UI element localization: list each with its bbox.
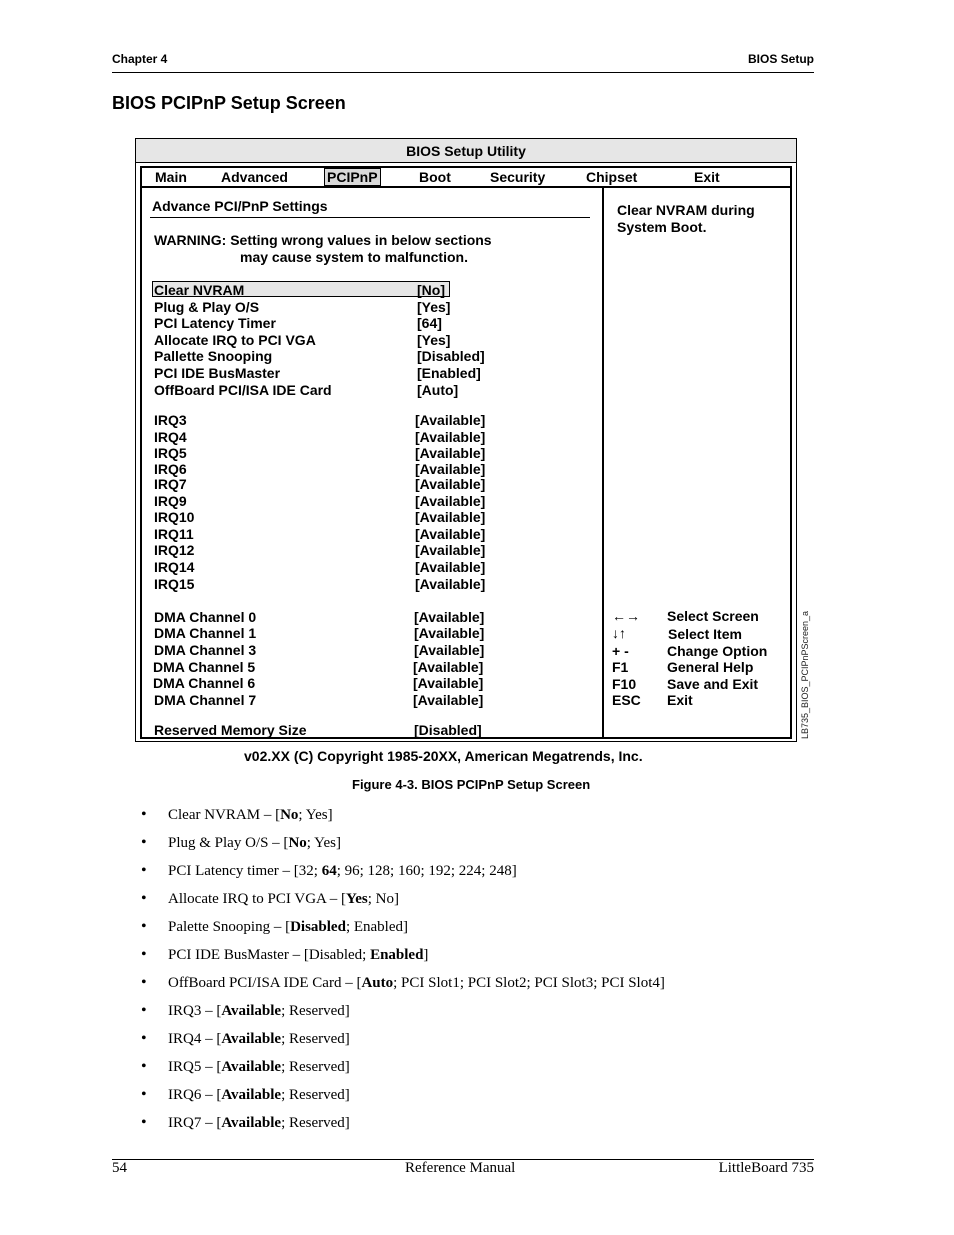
chapter-header: Chapter 4: [112, 52, 168, 66]
irq-label[interactable]: IRQ4: [154, 429, 187, 445]
option-text: IRQ7 – [: [168, 1115, 222, 1131]
irq-value[interactable]: [Available]: [415, 412, 486, 428]
figure-side-label: [798, 608, 812, 742]
setting-label[interactable]: PCI IDE BusMaster: [154, 365, 281, 381]
bullet-icon: •: [141, 806, 147, 823]
option-text: IRQ4 – [: [168, 1031, 222, 1047]
bullet-text: [168, 1031, 350, 1048]
option-text: ; Reserved]: [281, 1059, 350, 1075]
option-text: ; Yes]: [306, 835, 341, 851]
help-pane: [604, 188, 790, 737]
dma-label[interactable]: DMA Channel 7: [154, 692, 257, 708]
option-text: IRQ5 – [: [168, 1059, 222, 1075]
bios-inner-frame: [140, 166, 792, 739]
irq-value[interactable]: [Available]: [415, 429, 486, 445]
bullet-icon: •: [141, 1030, 147, 1047]
menu-pcipnp[interactable]: PCIPnP: [324, 168, 381, 186]
section-title: BIOS PCIPnP Setup Screen: [112, 93, 346, 113]
bullet-text: [168, 919, 408, 936]
bullet-icon: •: [141, 862, 147, 879]
bullet-text: [168, 1059, 350, 1076]
bios-menu-bar: [142, 168, 790, 188]
bullet-icon: •: [141, 1114, 147, 1131]
option-text: ; Reserved]: [281, 1031, 350, 1047]
irq-label[interactable]: IRQ14: [154, 559, 195, 575]
irq-value[interactable]: [Available]: [415, 526, 486, 542]
setting-value[interactable]: [Yes]: [417, 299, 451, 315]
option-text: ; Enabled]: [345, 919, 408, 935]
irq-label[interactable]: IRQ9: [154, 493, 187, 509]
irq-label[interactable]: IRQ11: [154, 526, 194, 542]
option-text: ]: [423, 947, 429, 963]
product-name: LittleBoard 735: [718, 1160, 814, 1176]
dma-label[interactable]: DMA Channel 3: [154, 642, 257, 658]
default-option-text: Auto: [361, 975, 394, 991]
settings-subtitle: Advance PCI/PnP Settings: [152, 198, 328, 214]
bullet-text: [168, 863, 517, 880]
f10-key: F10: [612, 676, 637, 692]
bullet-icon: •: [141, 1058, 147, 1075]
irq-value[interactable]: [Available]: [415, 559, 486, 575]
figure-caption: Figure 4-3. BIOS PCIPnP Setup Screen: [352, 777, 591, 792]
bullet-text: [168, 947, 428, 964]
option-text: PCI Latency timer – [32;: [168, 863, 322, 879]
default-option-text: No: [288, 835, 307, 851]
option-text: ; Reserved]: [281, 1115, 350, 1131]
bullet-icon: •: [141, 890, 147, 907]
bios-copyright: v02.XX (C) Copyright 1985-20XX, American Megatrends, Inc.: [244, 748, 643, 764]
irq-value[interactable]: [Available]: [415, 542, 486, 558]
bullet-icon: •: [141, 918, 147, 935]
key-help-text: Select Item: [668, 626, 742, 642]
default-option-text: Available: [221, 1059, 282, 1075]
dma-label[interactable]: DMA Channel 5: [153, 659, 256, 675]
option-text: Palette Snooping – [: [168, 919, 291, 935]
default-option-text: Available: [221, 1003, 282, 1019]
dma-value[interactable]: [Available]: [414, 642, 485, 658]
bullet-text: [168, 975, 665, 992]
option-text: ; Reserved]: [281, 1087, 350, 1103]
bullet-text: [168, 1087, 350, 1104]
irq-label[interactable]: IRQ5: [154, 445, 187, 461]
setting-value[interactable]: [64]: [417, 315, 442, 331]
irq-value[interactable]: [Available]: [415, 576, 486, 592]
default-option-text: Available: [221, 1115, 282, 1131]
manual-title: Reference Manual: [405, 1160, 516, 1176]
irq-label[interactable]: IRQ12: [154, 542, 195, 558]
help-text: Clear NVRAM during: [617, 202, 755, 218]
irq-value[interactable]: [Available]: [415, 509, 486, 525]
menu-chipset[interactable]: Chipset: [586, 169, 638, 185]
default-option-text: Enabled: [370, 947, 424, 963]
irq-value[interactable]: [Available]: [415, 476, 486, 492]
option-text: ; 96; 128; 160; 192; 224; 248]: [336, 863, 517, 879]
option-text: PCI IDE BusMaster – [Disabled;: [168, 947, 371, 963]
default-option-text: Disabled: [290, 919, 346, 935]
setting-value[interactable]: [Disabled]: [417, 348, 485, 364]
menu-main[interactable]: Main: [155, 169, 187, 185]
up-down-arrows-icon: ↓↑: [612, 625, 626, 641]
warning-text: WARNING: Setting wrong values in below sections: [154, 232, 492, 248]
settings-pane: [142, 188, 604, 737]
dma-value[interactable]: [Available]: [413, 659, 484, 675]
setting-label[interactable]: Pallette Snooping: [154, 348, 273, 364]
irq-value[interactable]: [Available]: [415, 493, 486, 509]
irq-label[interactable]: IRQ6: [154, 461, 187, 477]
option-text: IRQ6 – [: [168, 1087, 222, 1103]
default-option-text: Available: [221, 1087, 282, 1103]
key-help-text: General Help: [667, 659, 754, 675]
key-help-text: Select Screen: [667, 608, 759, 624]
figure-side-label-text: LB735_BIOS_PCIPnPScreen_a: [800, 610, 810, 740]
bullet-text: [168, 1003, 350, 1020]
dma-label[interactable]: DMA Channel 6: [153, 675, 256, 691]
setting-value[interactable]: [Enabled]: [417, 365, 481, 381]
bullet-icon: •: [141, 1002, 147, 1019]
bullet-icon: •: [141, 1086, 147, 1103]
option-text: Clear NVRAM – [: [168, 807, 281, 823]
header-rule: [112, 72, 814, 73]
reserved-memory-value[interactable]: [Disabled]: [414, 722, 482, 738]
setting-label[interactable]: Clear NVRAM: [154, 282, 245, 298]
dma-value[interactable]: [Available]: [414, 609, 485, 625]
option-text: ; Reserved]: [281, 1003, 350, 1019]
bullet-icon: •: [141, 946, 147, 963]
bullet-icon: •: [141, 974, 147, 991]
setting-label[interactable]: OffBoard PCI/ISA IDE Card: [154, 382, 332, 398]
bullet-text: [168, 1115, 350, 1132]
key-help-text: Change Option: [667, 643, 768, 659]
option-text: Plug & Play O/S – [: [168, 835, 289, 851]
irq-label[interactable]: IRQ15: [154, 576, 195, 592]
default-option-text: Available: [221, 1031, 282, 1047]
setting-label[interactable]: Allocate IRQ to PCI VGA: [154, 332, 316, 348]
subtitle-rule: [150, 217, 590, 218]
warning-text-cont: may cause system to malfunction.: [240, 249, 468, 265]
dma-value[interactable]: [Available]: [413, 692, 484, 708]
menu-exit[interactable]: Exit: [694, 169, 720, 185]
setting-label[interactable]: PCI Latency Timer: [154, 315, 276, 331]
bios-title-bar: BIOS Setup Utility: [136, 139, 796, 163]
reserved-memory-label[interactable]: Reserved Memory Size: [154, 722, 307, 738]
bios-screen-figure: [135, 138, 797, 742]
left-right-arrows-icon: ←→: [612, 608, 640, 624]
key-help-text: Save and Exit: [667, 676, 759, 692]
option-text: OffBoard PCI/ISA IDE Card – [: [168, 975, 362, 991]
irq-label[interactable]: IRQ3: [154, 412, 187, 428]
bullet-icon: •: [141, 834, 147, 851]
setting-label[interactable]: Plug & Play O/S: [154, 299, 260, 315]
irq-label[interactable]: IRQ10: [154, 509, 195, 525]
bullet-text: [168, 807, 333, 824]
option-text: ; PCI Slot1; PCI Slot2; PCI Slot3; PCI Slot4]: [393, 975, 665, 991]
dma-value[interactable]: [Available]: [414, 625, 485, 641]
plus-minus-key: + -: [612, 643, 629, 659]
menu-advanced[interactable]: Advanced: [221, 169, 288, 185]
default-option-text: Yes: [346, 891, 368, 907]
f1-key: F1: [612, 659, 629, 675]
default-option-text: 64: [321, 863, 337, 879]
esc-key: ESC: [612, 692, 641, 708]
bullet-text: [168, 891, 399, 908]
option-text: ; No]: [367, 891, 399, 907]
default-option-text: No: [280, 807, 299, 823]
key-help-text: Exit: [667, 692, 693, 708]
option-text: IRQ3 – [: [168, 1003, 222, 1019]
setting-value[interactable]: [Yes]: [417, 332, 451, 348]
dma-value[interactable]: [Available]: [413, 675, 484, 691]
setting-value[interactable]: [Auto]: [417, 382, 459, 398]
setting-value[interactable]: [No]: [417, 282, 445, 298]
dma-label[interactable]: DMA Channel 0: [154, 609, 257, 625]
option-text: ; Yes]: [298, 807, 333, 823]
section-header: BIOS Setup: [747, 52, 814, 66]
dma-label[interactable]: DMA Channel 1: [154, 625, 257, 641]
irq-value[interactable]: [Available]: [415, 445, 486, 461]
help-text-cont: System Boot.: [617, 219, 707, 235]
menu-security[interactable]: Security: [490, 169, 546, 185]
bullet-text: [168, 835, 341, 852]
menu-boot[interactable]: Boot: [419, 169, 451, 185]
irq-value[interactable]: [Available]: [415, 461, 486, 477]
page-number: 54: [112, 1160, 127, 1176]
option-text: Allocate IRQ to PCI VGA – [: [168, 891, 347, 907]
irq-label[interactable]: IRQ7: [154, 476, 187, 492]
